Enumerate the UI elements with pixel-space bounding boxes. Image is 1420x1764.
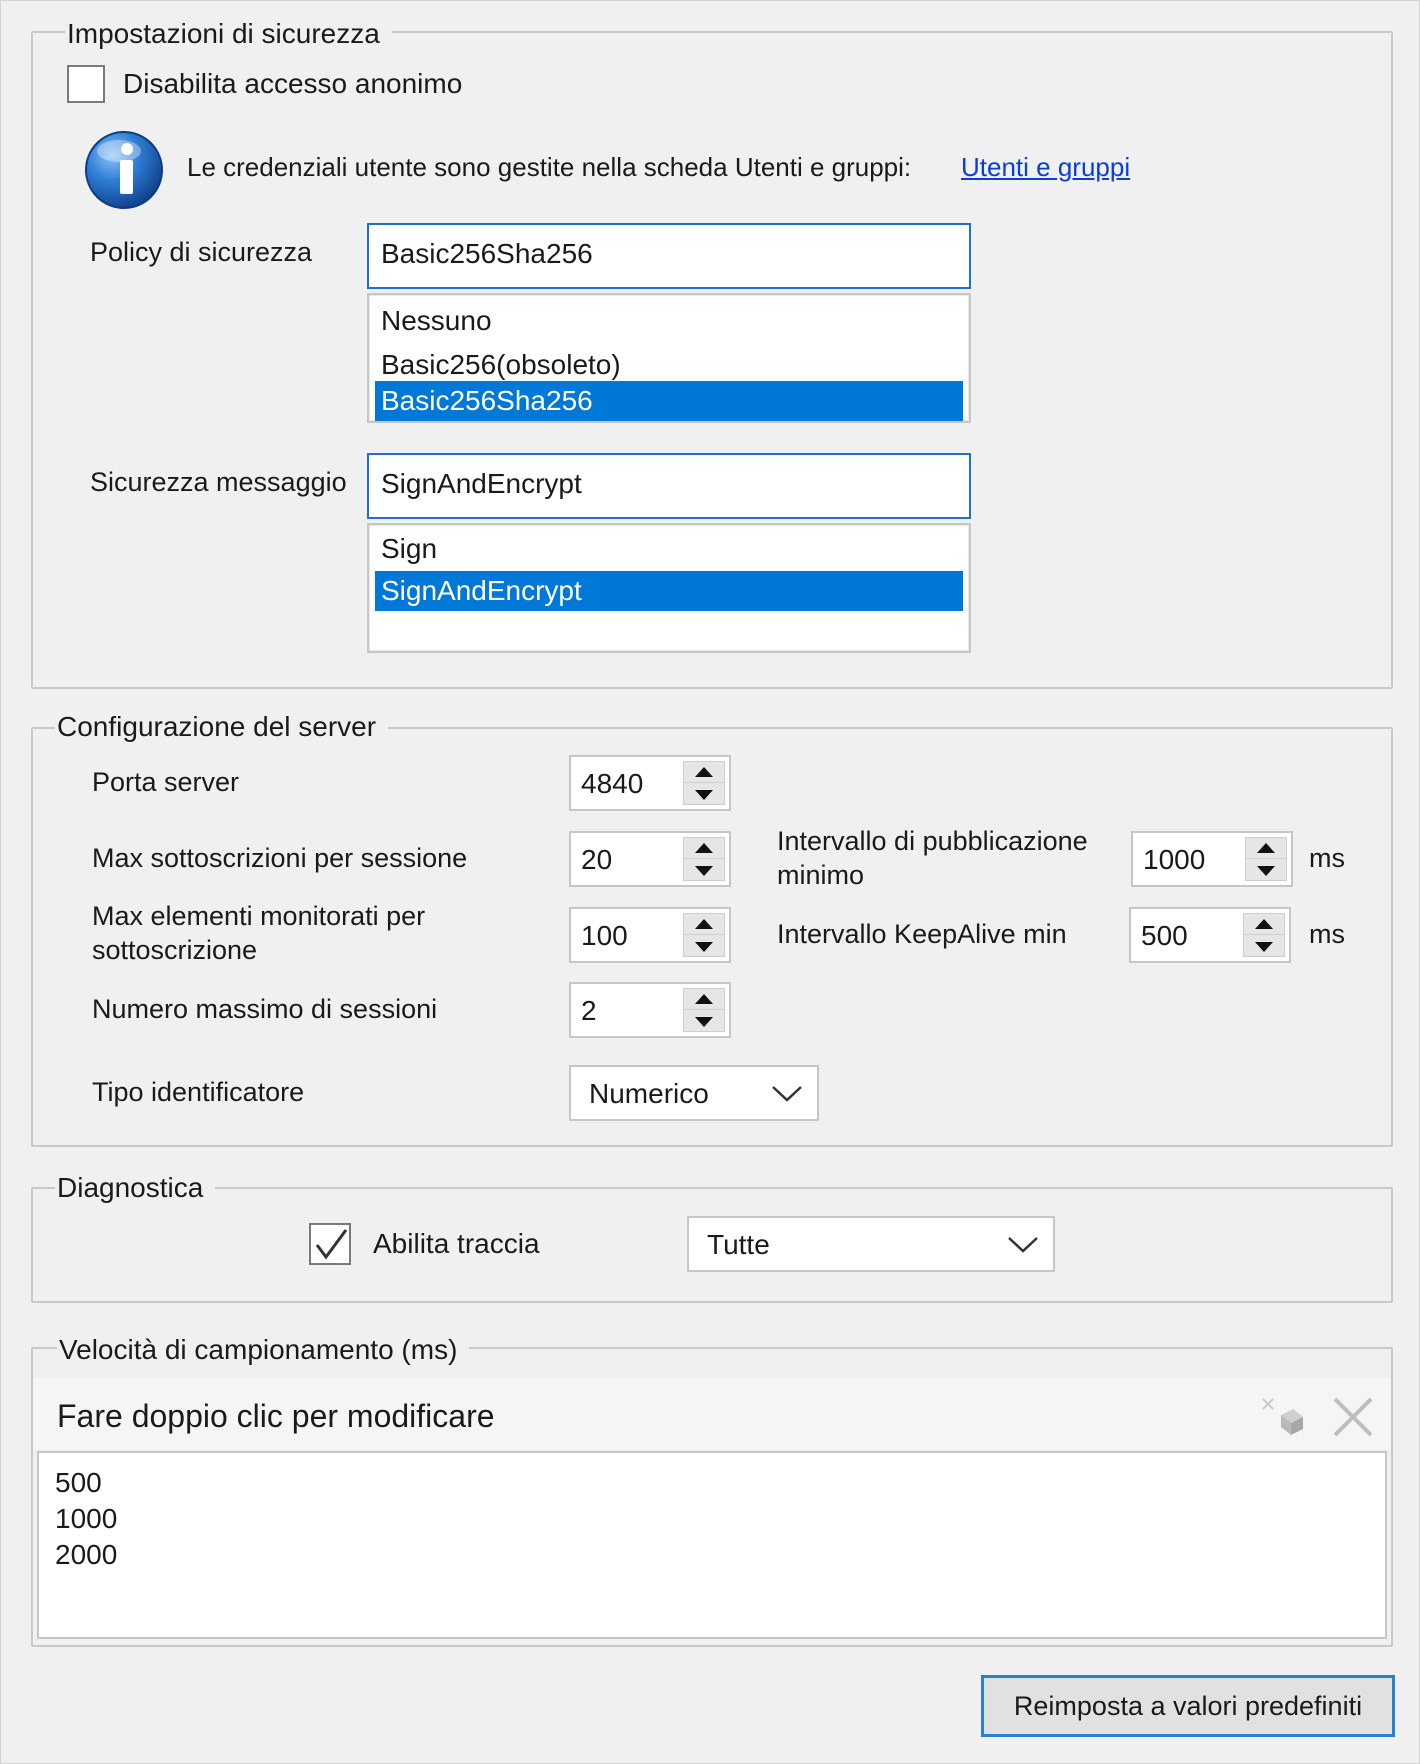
min-keepalive-interval-unit: ms <box>1309 919 1345 949</box>
sampling-rates-legend: Velocità di campionamento (ms) <box>57 1333 469 1367</box>
spin-down-icon[interactable] <box>684 936 724 957</box>
checkmark-icon <box>313 1227 349 1263</box>
identifier-type-label: Tipo identificatore <box>92 1077 305 1107</box>
delete-item-icon[interactable] <box>1331 1395 1375 1439</box>
max-sessions-label: Numero massimo di sessioni <box>92 994 438 1024</box>
message-security-label: Sicurezza messaggio <box>90 467 347 497</box>
min-publishing-interval-spin-buttons <box>1245 837 1287 881</box>
sampling-rates-list[interactable] <box>37 1451 1387 1639</box>
spin-down-icon[interactable] <box>684 860 724 881</box>
server-port-label: Porta server <box>92 767 240 797</box>
sampling-rate-row[interactable]: 1000 <box>55 1503 118 1534</box>
edit-hint: Fare doppio clic per modificare <box>57 1398 495 1434</box>
policy-option-basic256[interactable]: Basic256(obsoleto) <box>381 349 621 380</box>
enable-trace-label: Abilita traccia <box>373 1228 540 1259</box>
users-groups-link[interactable]: Utenti e gruppi <box>961 152 1131 182</box>
server-port-value: 4840 <box>581 768 644 799</box>
enable-trace-checkbox[interactable] <box>309 1223 351 1265</box>
spin-up-icon[interactable] <box>684 914 724 935</box>
policy-option-basic256sha256[interactable]: Basic256Sha256 <box>375 381 963 421</box>
max-subscriptions-spinner[interactable] <box>569 831 731 887</box>
info-icon <box>83 129 165 211</box>
max-subscriptions-value: 20 <box>581 844 613 875</box>
security-policy-listbox[interactable] <box>367 293 971 423</box>
security-settings-legend: Impostazioni di sicurezza <box>65 17 392 51</box>
policy-option-none[interactable]: Nessuno <box>381 305 492 336</box>
min-publishing-interval-unit: ms <box>1309 843 1345 873</box>
reset-defaults-button[interactable]: Reimposta a valori predefiniti <box>981 1675 1395 1737</box>
server-port-spinner[interactable] <box>569 755 731 811</box>
identifier-type-value: Numerico <box>589 1078 709 1109</box>
min-publishing-interval-value: 1000 <box>1143 844 1206 875</box>
max-sessions-spinner[interactable] <box>569 982 731 1038</box>
spin-up-icon[interactable] <box>1244 914 1284 935</box>
diagnostics-legend: Diagnostica <box>55 1171 215 1205</box>
spin-down-icon[interactable] <box>1244 936 1284 957</box>
disable-anonymous-label: Disabilita accesso anonimo <box>123 68 463 99</box>
max-monitored-items-label: Max elementi monitorati per sottoscrizione <box>92 901 426 965</box>
message-option-sign[interactable]: Sign <box>381 533 438 564</box>
max-sessions-value: 2 <box>581 995 597 1026</box>
server-config-legend: Configurazione del server <box>55 710 388 744</box>
spin-down-icon[interactable] <box>684 1011 724 1032</box>
max-monitored-items-spin-buttons <box>683 913 725 957</box>
sampling-rate-row[interactable]: 500 <box>55 1467 102 1498</box>
disable-anonymous-checkbox[interactable] <box>67 65 105 103</box>
add-item-icon[interactable] <box>1259 1393 1309 1437</box>
chevron-down-icon <box>1007 1234 1039 1259</box>
trace-level-value: Tutte <box>707 1229 770 1260</box>
spin-down-icon[interactable] <box>1246 860 1286 881</box>
message-security-listbox[interactable] <box>367 523 971 653</box>
message-security-field[interactable]: SignAndEncrypt <box>367 453 971 519</box>
spin-down-icon[interactable] <box>684 784 724 805</box>
message-option-signandencrypt[interactable]: SignAndEncrypt <box>375 571 963 611</box>
min-keepalive-interval-spin-buttons <box>1243 913 1285 957</box>
max-monitored-items-value: 100 <box>581 920 628 951</box>
identifier-type-dropdown[interactable] <box>569 1065 819 1121</box>
trace-level-dropdown[interactable] <box>687 1216 1055 1272</box>
min-keepalive-interval-label: Intervallo KeepAlive min <box>777 919 1067 949</box>
security-policy-label: Policy di sicurezza <box>90 237 313 267</box>
security-policy-field[interactable]: Basic256Sha256 <box>367 223 971 289</box>
max-subscriptions-label: Max sottoscrizioni per sessione <box>92 843 468 873</box>
sampling-rate-row[interactable]: 2000 <box>55 1539 118 1570</box>
server-port-spin-buttons <box>683 761 725 805</box>
min-publishing-interval-spinner[interactable] <box>1131 831 1293 887</box>
spin-up-icon[interactable] <box>684 989 724 1010</box>
min-keepalive-interval-value: 500 <box>1141 920 1188 951</box>
max-sessions-spin-buttons <box>683 988 725 1032</box>
min-keepalive-interval-spinner[interactable] <box>1129 907 1291 963</box>
min-publishing-interval-label: Intervallo di pubblicazione minimo <box>777 826 1088 890</box>
max-subscriptions-spin-buttons <box>683 837 725 881</box>
spin-up-icon[interactable] <box>1246 838 1286 859</box>
user-credentials-info-text: Le credenziali utente sono gestite nella scheda Utenti e gruppi: <box>187 152 912 182</box>
chevron-down-icon <box>771 1083 803 1108</box>
max-monitored-items-spinner[interactable] <box>569 907 731 963</box>
spin-up-icon[interactable] <box>684 838 724 859</box>
spin-up-icon[interactable] <box>684 762 724 783</box>
